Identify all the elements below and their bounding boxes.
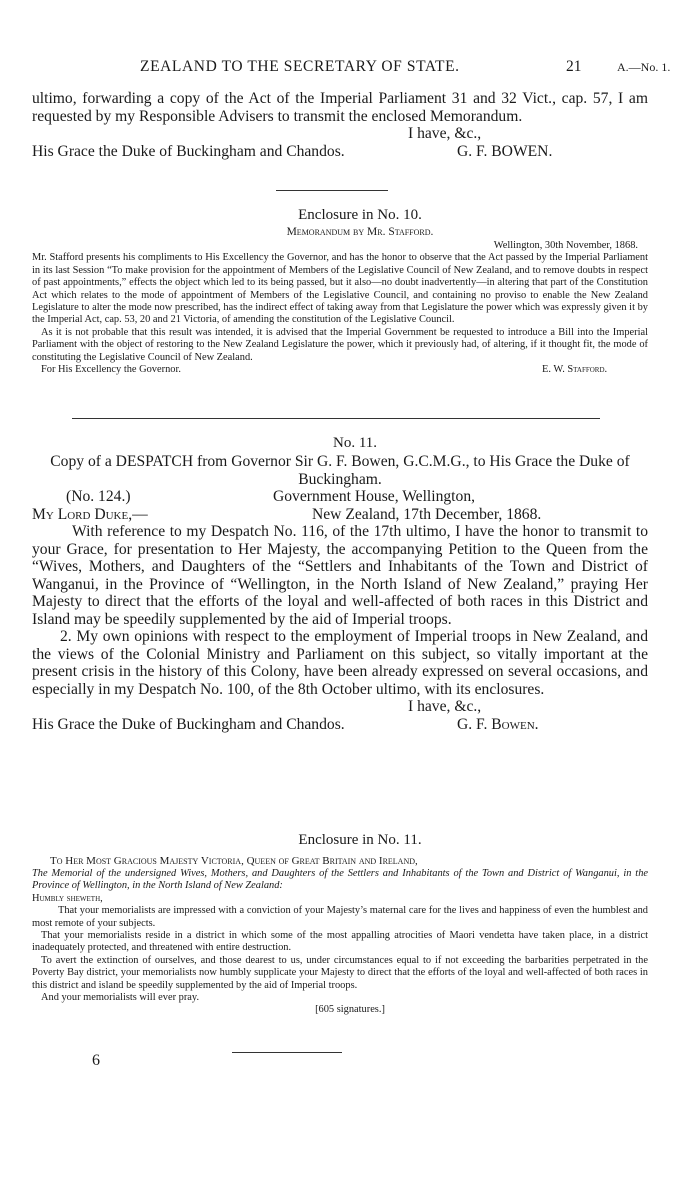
memorandum-paragraph-1: Mr. Stafford presents his compliments to His Excellency the Governor, and has the honor to observe that the Act passed by the Imperial Parliament in its last Session “To make provision for the appointment of Members of the Legislative Council of New Zealand, and to remove doubts in respect of past appointments,” effects the object which led to its being passed, but it also—no doubt inadvertently—in altering that part of the Constitution Act which relates to the mode of appointment of Members of the Legislative Council, and containing no proviso to enable the New Zealand Legislature to alter the mode now prescribed, has the indirect effect of taking away from that Legislature the power which was expressly given it by the Imperial Act, cap. 53, 20 and 21 Victoria, of amending the constitution of the Legislative Council. xyxy=(32,252,648,326)
despatch-11-address-row-1 xyxy=(32,488,648,506)
signature-count: [605 signatures.] xyxy=(315,1004,385,1016)
header-title: ZEALAND TO THE SECRETARY OF STATE. xyxy=(140,58,460,75)
enclosure-10 xyxy=(32,205,648,376)
despatch-signature: G. F. Bowen. xyxy=(457,715,539,733)
signature-mark: 6 xyxy=(92,1052,100,1069)
memorandum-signoff xyxy=(32,364,648,376)
despatch-paragraph-1: With reference to my Despatch No. 116, of the 17th ultimo, I have the honor to transmit to your Grace, for presentation to Her Majesty, the accompanying Petition to the Queen from the “Wives, Mothers, and Daughters of the “Settlers and Inhabitants of the Town and District of Wanganui, in the Province of “Wellington, in the North Island of New Zealand,” praying Her Majesty to direct that the efforts of the loyal and well-affected of both races in this District and Island may be speedily supplemented by the aid of Imperial troops. xyxy=(32,523,648,628)
address-line-1: Government House, Wellington, xyxy=(273,488,476,505)
memorandum-paragraph-2: As it is not probable that this result was intended, it is advised that the Imperial Government be requested to introduce a Bill into the Imperial Parliament with the object of restoring to the New Zealand Legislature the power, which it previously had, of altering, if it thought fit, the mode of constituting the Legislative Council of New Zealand. xyxy=(32,326,648,363)
enclosure-11 xyxy=(32,830,648,1017)
despatch-recipient: His Grace the Duke of Buckingham and Chandos. xyxy=(32,715,345,733)
closing-divider xyxy=(232,1052,342,1053)
despatch-closing: I have, &c., xyxy=(408,698,482,715)
despatch-recipient-row xyxy=(32,716,648,734)
signature: G. F. BOWEN. xyxy=(457,142,553,160)
memorial-paragraph-1: That your memorialists are impressed with a conviction of your Majesty’s maternal care for the lives and happiness of even the humblest and most remote of your subjects. xyxy=(32,905,648,929)
divider xyxy=(276,190,388,191)
page-number: 21 xyxy=(566,58,582,75)
continuation-paragraph: ultimo, forwarding a copy of the Act of the Imperial Parliament 31 and 32 Vict., cap. 57, I am requested by my Responsible Advisers to transmit the enclosed Memorandum. xyxy=(32,90,648,125)
section-divider xyxy=(72,418,600,419)
despatch-11-heading: Copy of a DESPATCH from Governor Sir G. F. Bowen, G.C.M.G., to His Grace the Duke of Buckingham. xyxy=(50,453,630,488)
despatch-continuation xyxy=(32,90,648,160)
enclosure-11-title: Enclosure in No. 11. xyxy=(298,832,422,848)
despatch-reference: (No. 124.) xyxy=(66,488,131,505)
despatch-11 xyxy=(32,433,648,733)
closing-text: I have, &c., xyxy=(408,125,482,142)
memorandum-signature: E. W. Stafford. xyxy=(542,364,608,376)
despatch-paragraph-2: 2. My own opinions with respect to the employment of Imperial troops in New Zealand, and the views of the Colonial Ministry and Parliament on this subject, so vitally important at the present crisis in the history of this Colony, have been already expressed on several occasions, and especially in my Despatch No. 100, of the 8th October ultimo, with its enclosures. xyxy=(32,628,648,698)
document-reference: A.—No. 1. xyxy=(617,60,671,74)
memorial-title: The Memorial of the undersigned Wives, Mothers, and Daughters of the Settlers and Inhabitants of the Town and District of Wanganui, in the Province of Wellington, in the North Island of New Zealand: xyxy=(32,868,648,892)
despatch-closing-row xyxy=(32,698,648,716)
memorial-paragraph-3: To avert the extinction of ourselves, and those dearest to us, under circumstances equal to if not exceeding the barbarities perpetrated in the Poverty Bay district, your memorialists now humbly supplicate your Majesty to direct that the efforts of the loyal and well-affected of both races in this district and island be speedily supplemented by the aid of Imperial troops. xyxy=(32,954,648,991)
enclosure-10-title: Enclosure in No. 10. xyxy=(298,207,422,223)
memorial-paragraph-2: That your memorialists reside in a district in which some of the most appalling atrocities of Maori vendetta have taken place, in a district inadequately protected, and threatened with entire destruction. xyxy=(32,930,648,954)
recipient: His Grace the Duke of Buckingham and Chandos. xyxy=(32,142,345,160)
memorial-address: To Her Most Gracious Majesty Victoria, Queen of Great Britain and Ireland, xyxy=(50,855,418,867)
salutation: My Lord Duke,— xyxy=(32,505,148,523)
despatch-11-number: No. 11. xyxy=(332,435,378,451)
enclosure-10-dateline: Wellington, 30th November, 1868. xyxy=(493,240,638,251)
humbly-sheweth: Humbly sheweth, xyxy=(32,892,103,904)
despatch-11-address-row-2 xyxy=(32,506,648,524)
running-header xyxy=(0,58,700,80)
for-line: For His Excellency the Governor. xyxy=(41,364,181,376)
closing-row xyxy=(32,125,648,143)
memorial-paragraph-4: And your memorialists will ever pray. xyxy=(41,992,200,1004)
address-line-2: New Zealand, 17th December, 1868. xyxy=(312,505,542,523)
enclosure-10-subtitle: Memorandum by Mr. Stafford. xyxy=(286,226,434,238)
recipient-row xyxy=(32,143,648,161)
